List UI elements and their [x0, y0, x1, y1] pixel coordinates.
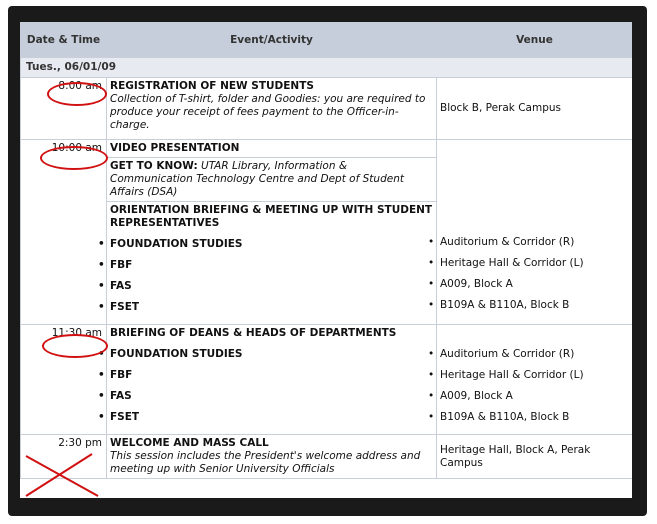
header-row: [21, 23, 633, 58]
venue-item: • A009, Block A: [440, 274, 629, 295]
venue-item: • Auditorium & Corridor (R): [440, 232, 629, 253]
event-title: BRIEFING OF DEANS & HEADS OF DEPARTMENTS: [110, 327, 397, 339]
venue-cell: Block B, Perak Campus: [437, 78, 633, 140]
time-cell: [21, 325, 107, 435]
faculty-list: [110, 344, 433, 428]
faculty-item: • FAS: [110, 386, 433, 407]
time-cell: [21, 435, 107, 479]
venue-list: [440, 344, 629, 428]
event-cell: [107, 325, 437, 435]
schedule-row: [21, 140, 633, 158]
schedule-row: [21, 435, 633, 479]
venue-item: • B109A & B110A, Block B: [440, 407, 629, 428]
time-cell: [21, 78, 107, 140]
faculty-item: • FOUNDATION STUDIES: [110, 234, 433, 255]
time-cell: [21, 140, 107, 325]
venue-item: • B109A & B110A, Block B: [440, 295, 629, 316]
event-description: Collection of T-shirt, folder and Goodies: you are required to produce your receipt of fees payment to the Officer-in-charge.: [110, 93, 426, 131]
event-cell: [107, 435, 437, 479]
faculty-item: • FBF: [110, 255, 433, 276]
schedule-table: [20, 22, 632, 479]
venue-item: • Heritage Hall & Corridor (L): [440, 365, 629, 386]
day-row: [21, 58, 633, 78]
event-description: This session includes the President's welcome address and meeting up with Senior University Officials: [110, 450, 421, 475]
day-label: Tues., 06/01/09: [21, 58, 633, 78]
event-title: VIDEO PRESENTATION: [110, 142, 240, 154]
schedule-sheet: [20, 22, 632, 498]
venue-item: • Heritage Hall & Corridor (L): [440, 253, 629, 274]
faculty-item: • FSET: [110, 297, 433, 318]
venue-cell: [437, 325, 633, 435]
get-to-know-label: GET TO KNOW:: [110, 160, 198, 172]
event-title: WELCOME AND MASS CALL: [110, 437, 269, 449]
venue-list: [440, 232, 629, 316]
time-text: 2:30 pm: [58, 437, 102, 449]
venue-item: • A009, Block A: [440, 386, 629, 407]
time-text: 10:00 am: [51, 142, 102, 154]
header-venue: Venue: [437, 23, 633, 58]
header-date-time: Date & Time: [21, 23, 107, 58]
event-cell: [107, 140, 437, 158]
header-event: Event/Activity: [107, 23, 437, 58]
faculty-item: • FAS: [110, 276, 433, 297]
orientation-title: ORIENTATION BRIEFING & MEETING UP WITH STUDENT REPRESENTATIVES: [110, 204, 433, 229]
event-cell: [107, 78, 437, 140]
faculty-item: • FBF: [110, 365, 433, 386]
time-text: 11:30 am: [51, 327, 102, 339]
time-text: 8:00 am: [58, 80, 102, 92]
schedule-row: [21, 78, 633, 140]
faculty-list: [110, 234, 433, 318]
venue-cell: [437, 140, 633, 325]
venue-cell: Heritage Hall, Block A, Perak Campus: [437, 435, 633, 479]
get-to-know-cell: [107, 158, 437, 202]
event-title: REGISTRATION OF NEW STUDENTS: [110, 80, 314, 92]
orientation-cell: [107, 202, 437, 325]
schedule-row: [21, 325, 633, 435]
venue-item: • Auditorium & Corridor (R): [440, 344, 629, 365]
faculty-item: • FOUNDATION STUDIES: [110, 344, 433, 365]
get-to-know-description: UTAR Library, Information & Communication Technology Centre and Dept of Student Affairs (DSA): [110, 160, 404, 198]
faculty-item: • FSET: [110, 407, 433, 428]
